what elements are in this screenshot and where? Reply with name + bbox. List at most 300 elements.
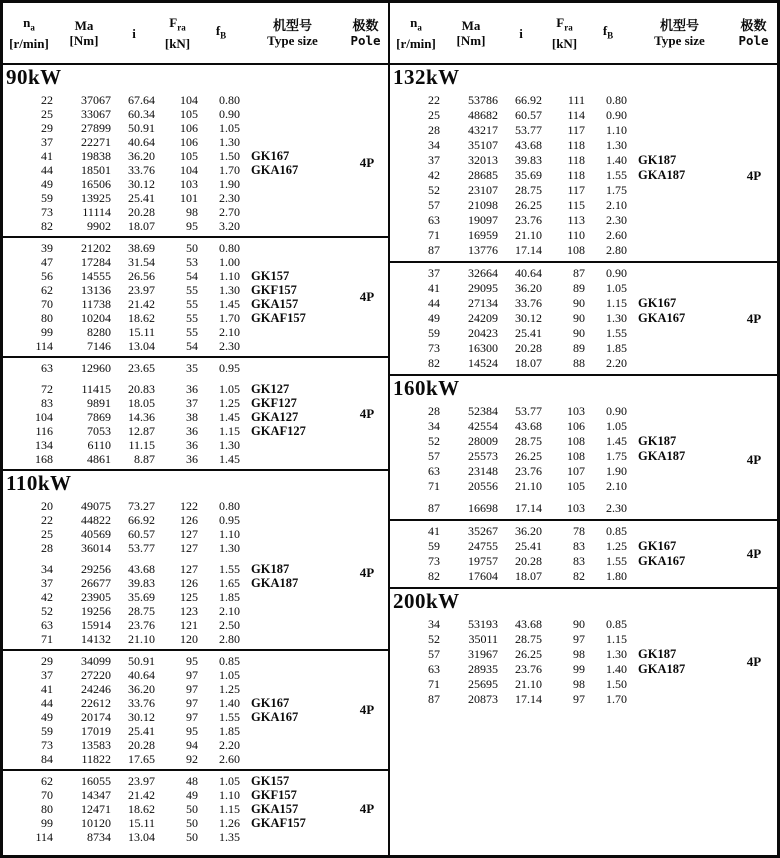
fb-value: 1.05 [606,419,627,433]
fra-value: 94 [186,738,198,752]
fra-value: 95 [186,724,198,738]
ma-value: 19256 [81,604,111,618]
fb-value: 1.25 [606,539,627,553]
ratio-value: 21.10 [515,479,542,493]
fra-value: 36 [186,452,198,466]
type-size-value [240,541,345,555]
fra-value: 113 [567,213,585,227]
type-size-value: GK157 [251,269,290,283]
ratio-value: 21.42 [128,297,155,311]
column-header-ma: Ma [Nm] [456,18,486,48]
fb-value: 1.05 [219,774,240,788]
ma-value: 32664 [468,266,498,280]
power-section [390,65,777,374]
na-value: 57 [428,198,440,212]
ma-value: 23905 [81,590,111,604]
table-row [3,325,388,339]
fra-value: 54 [186,339,198,353]
ratio-value: 36.20 [515,281,542,295]
type-size-value [240,618,345,632]
table-row [390,168,777,183]
fb-value: 1.15 [219,802,240,816]
fb-value: 0.90 [606,266,627,280]
type-size-value [627,183,732,198]
type-size-value: GKF127 [251,396,297,410]
fb-value: 0.80 [219,499,240,513]
table-row [3,696,388,710]
ratio-value: 15.11 [128,325,155,339]
ma-value: 22612 [81,696,111,710]
fb-value: 1.15 [606,296,627,310]
na-value: 49 [428,311,440,325]
right-sections [390,65,777,855]
ratio-value: 23.97 [128,774,155,788]
fra-value: 104 [180,93,198,107]
fra-value: 90 [573,296,585,310]
fb-value: 1.65 [219,576,240,590]
fb-value: 2.20 [606,356,627,370]
type-size-value: GKF157 [251,788,297,802]
fb-value: 1.40 [606,153,627,167]
na-value: 28 [428,123,440,137]
na-value: 63 [428,464,440,478]
ma-value: 8734 [87,830,111,844]
fb-value: 1.40 [606,662,627,676]
fb-value: 1.55 [219,562,240,576]
ma-value: 52384 [468,404,498,418]
fb-value: 2.10 [219,325,240,339]
fb-value: 2.30 [219,339,240,353]
type-size-value [627,677,732,692]
fb-value: 0.85 [606,524,627,538]
type-size-value: GKF157 [251,283,297,297]
table-row [3,774,388,788]
ma-value: 13925 [81,191,111,205]
fb-value: 1.05 [219,121,240,135]
table-row [3,499,388,513]
na-value: 22 [41,513,53,527]
fb-value: 1.30 [606,647,627,661]
power-section [390,587,777,710]
fra-value: 92 [186,752,198,766]
type-size-value [627,123,732,138]
na-value: 41 [428,524,440,538]
type-size-value [627,138,732,153]
fb-value: 1.70 [606,692,627,706]
fb-value: 2.10 [606,479,627,493]
fb-value: 1.80 [606,569,627,583]
fra-value: 108 [567,449,585,463]
fra-value: 126 [180,576,198,590]
type-size-value: GK187 [638,434,677,448]
type-size-value [627,404,732,419]
na-value: 42 [41,590,53,604]
type-size-value [627,228,732,243]
na-value: 80 [41,802,53,816]
fra-value: 118 [567,168,585,182]
fra-value: 36 [186,382,198,396]
fra-value: 50 [186,816,198,830]
type-size-value [240,499,345,513]
fb-value: 1.30 [219,135,240,149]
na-value: 49 [41,177,53,191]
na-value: 41 [41,682,53,696]
fra-value: 82 [573,569,585,583]
table-row [3,576,388,590]
type-size-value [240,452,345,466]
fra-value: 106 [180,121,198,135]
ma-value: 48682 [468,108,498,122]
fra-value: 103 [567,404,585,418]
ratio-value: 40.64 [515,266,542,280]
fb-value: 1.75 [606,183,627,197]
na-value: 82 [428,569,440,583]
ma-value: 33067 [81,107,111,121]
na-value: 59 [428,539,440,553]
fra-value: 97 [186,668,198,682]
fb-value: 1.10 [219,788,240,802]
column-header-i: i [519,25,523,41]
ratio-value: 60.57 [515,108,542,122]
ma-value: 15914 [81,618,111,632]
ma-value: 44822 [81,513,111,527]
type-size-value [240,438,345,452]
spec-block [390,614,777,710]
table-row [390,213,777,228]
type-size-value [627,524,732,539]
table-row [3,618,388,632]
type-size-value [240,527,345,541]
ma-value: 12960 [81,361,111,375]
type-size-value [627,479,732,494]
ratio-value: 26.56 [128,269,155,283]
fra-value: 103 [567,501,585,515]
ma-value: 11738 [81,297,111,311]
type-size-value [240,325,345,339]
ma-value: 10120 [81,816,111,830]
ma-value: 4861 [87,452,111,466]
table-row [390,692,777,707]
na-value: 44 [41,696,53,710]
ratio-value: 26.25 [515,198,542,212]
ratio-value: 25.41 [515,326,542,340]
fb-value: 2.80 [219,632,240,646]
type-size-value [627,341,732,356]
fra-value: 117 [567,183,585,197]
type-size-value [627,93,732,108]
ratio-value: 26.25 [515,647,542,661]
ratio-value: 36.20 [128,149,155,163]
ratio-value: 33.76 [128,696,155,710]
fra-value: 53 [186,255,198,269]
ma-value: 14347 [81,788,111,802]
na-value: 56 [41,269,53,283]
ma-value: 17284 [81,255,111,269]
fb-value: 2.80 [606,243,627,257]
type-size-value: GK167 [638,296,677,310]
type-size-value [240,107,345,121]
type-size-value: GKA187 [251,576,299,590]
ma-value: 28009 [468,434,498,448]
ratio-value: 23.76 [515,662,542,676]
fra-value: 104 [180,163,198,177]
ma-value: 16300 [468,341,498,355]
table-row [3,219,388,233]
fra-value: 125 [180,590,198,604]
na-value: 71 [41,632,53,646]
fra-value: 97 [186,696,198,710]
fra-value: 55 [186,297,198,311]
table-row [390,524,777,539]
table-row [3,513,388,527]
table-row [3,191,388,205]
ma-value: 19097 [468,213,498,227]
fb-value: 2.30 [219,191,240,205]
ratio-value: 53.77 [515,404,542,418]
type-size-value [240,654,345,668]
na-value: 87 [428,692,440,706]
na-value: 82 [428,356,440,370]
type-size-value [240,205,345,219]
ratio-value: 23.76 [515,464,542,478]
column-header-fra: $F_{ra}$ [kN] [164,15,191,51]
ma-value: 19838 [81,149,111,163]
fra-value: 105 [180,149,198,163]
ratio-value: 17.65 [128,752,155,766]
table-row [3,135,388,149]
table-row [390,266,777,281]
ratio-value: 30.12 [515,311,542,325]
table-row [3,339,388,353]
fb-value: 0.80 [606,93,627,107]
column-header-type: 机型号 Type size [654,18,705,48]
fb-value: 3.20 [219,219,240,233]
table-row [390,662,777,677]
table-row [390,501,777,516]
ratio-value: 38.69 [128,241,155,255]
na-value: 44 [428,296,440,310]
type-size-value [627,266,732,281]
type-size-value: GKAF157 [251,311,306,325]
ratio-value: 25.41 [128,191,155,205]
type-size-value: GKA187 [638,662,686,676]
fb-value: 2.30 [606,501,627,515]
fra-value: 123 [180,604,198,618]
fb-value: 2.30 [606,213,627,227]
na-value: 99 [41,325,53,339]
type-size-value: GK127 [251,382,290,396]
spec-block [3,90,388,236]
fra-value: 98 [573,677,585,691]
table-row [3,752,388,766]
ma-value: 6110 [87,438,111,452]
ma-value: 28935 [468,662,498,676]
fb-value: 1.50 [606,677,627,691]
type-size-value [240,752,345,766]
fra-value: 117 [567,123,585,137]
ratio-value: 53.77 [515,123,542,137]
ratio-value: 67.64 [128,93,155,107]
section-title: 200kW [393,589,460,613]
na-value: 39 [41,241,53,255]
ratio-value: 13.04 [128,830,155,844]
type-size-value [240,121,345,135]
na-value: 70 [41,297,53,311]
ratio-value: 18.07 [515,356,542,370]
na-value: 42 [428,168,440,182]
ratio-value: 39.83 [515,153,542,167]
ma-value: 29095 [468,281,498,295]
ma-value: 14524 [468,356,498,370]
type-size-value: GKAF127 [251,424,306,438]
type-size-value [240,632,345,646]
ratio-value: 11.15 [128,438,155,452]
fb-value: 0.95 [219,513,240,527]
ma-value: 19757 [468,554,498,568]
fb-value: 1.90 [606,464,627,478]
fra-value: 88 [573,356,585,370]
table-row [390,326,777,341]
fb-value: 2.10 [219,604,240,618]
ma-value: 22271 [81,135,111,149]
ma-value: 18501 [81,163,111,177]
fra-value: 107 [567,464,585,478]
fb-value: 1.35 [219,830,240,844]
type-size-value [627,692,732,707]
ma-value: 11822 [81,752,111,766]
type-size-value: GK167 [638,539,677,553]
table-row [390,419,777,434]
na-value: 63 [41,361,53,375]
fb-value: 1.45 [606,434,627,448]
na-value: 49 [41,710,53,724]
fb-value: 1.55 [219,710,240,724]
ratio-value: 28.75 [515,434,542,448]
table-row [3,654,388,668]
table-row [3,541,388,555]
na-value: 34 [428,617,440,631]
ratio-value: 26.25 [515,449,542,463]
type-size-value: GKAF157 [251,816,306,830]
fra-value: 127 [180,541,198,555]
na-value: 25 [428,108,440,122]
na-value: 29 [41,654,53,668]
fb-value: 1.30 [219,438,240,452]
na-value: 44 [41,163,53,177]
type-size-value [240,93,345,107]
ma-value: 31967 [468,647,498,661]
type-size-value [240,604,345,618]
power-section [390,374,777,587]
table-row [390,123,777,138]
na-value: 84 [41,752,53,766]
na-value: 99 [41,816,53,830]
ma-value: 16055 [81,774,111,788]
table-row [3,93,388,107]
fb-value: 0.95 [219,361,240,375]
fb-value: 1.50 [219,149,240,163]
section-title: 132kW [393,65,460,89]
pole-value: 4P [359,289,375,304]
fb-value: 1.05 [219,382,240,396]
pole-value: 4P [359,702,375,717]
fra-value: 54 [186,269,198,283]
ratio-value: 14.36 [128,410,155,424]
fb-value: 0.80 [219,93,240,107]
fra-value: 90 [573,617,585,631]
ratio-value: 28.75 [515,632,542,646]
ratio-value: 18.62 [128,802,155,816]
na-value: 71 [428,228,440,242]
fra-value: 78 [573,524,585,538]
fra-value: 50 [186,802,198,816]
table-row [3,527,388,541]
na-value: 37 [41,135,53,149]
fra-value: 126 [180,513,198,527]
ratio-value: 43.68 [515,138,542,152]
type-size-value [627,464,732,479]
fra-value: 118 [567,138,585,152]
table-row [390,569,777,584]
na-value: 41 [428,281,440,295]
ma-value: 20556 [468,479,498,493]
table-row [390,138,777,153]
fra-value: 90 [573,311,585,325]
ratio-value: 17.14 [515,243,542,257]
ma-value: 36014 [81,541,111,555]
ratio-value: 23.76 [515,213,542,227]
ratio-value: 36.20 [128,682,155,696]
table-row [390,311,777,326]
ma-value: 11114 [82,205,111,219]
type-size-value [627,326,732,341]
fra-value: 97 [186,710,198,724]
ma-value: 49075 [81,499,111,513]
section-title: 110kW [6,471,72,495]
table-row [3,438,388,452]
na-value: 28 [41,541,53,555]
fra-value: 35 [186,361,198,375]
na-value: 63 [428,662,440,676]
fra-value: 108 [567,243,585,257]
fra-value: 122 [180,499,198,513]
fra-value: 127 [180,527,198,541]
na-value: 57 [428,647,440,661]
na-value: 37 [41,576,53,590]
fb-value: 1.75 [606,449,627,463]
na-value: 87 [428,501,440,515]
left-table [3,3,390,855]
fb-value: 1.30 [606,138,627,152]
table-row [3,255,388,269]
table-row [390,449,777,464]
fra-value: 48 [186,774,198,788]
type-size-value [240,830,345,844]
table-row [390,434,777,449]
na-value: 22 [428,93,440,107]
na-value: 41 [41,149,53,163]
ratio-value: 66.92 [515,93,542,107]
ma-value: 53193 [468,617,498,631]
type-size-value [240,177,345,191]
ratio-value: 21.10 [128,632,155,646]
type-size-value: GKA167 [638,554,686,568]
ratio-value: 39.83 [128,576,155,590]
type-size-value [240,590,345,604]
na-value: 72 [41,382,53,396]
fb-value: 2.50 [219,618,240,632]
fra-value: 120 [180,632,198,646]
